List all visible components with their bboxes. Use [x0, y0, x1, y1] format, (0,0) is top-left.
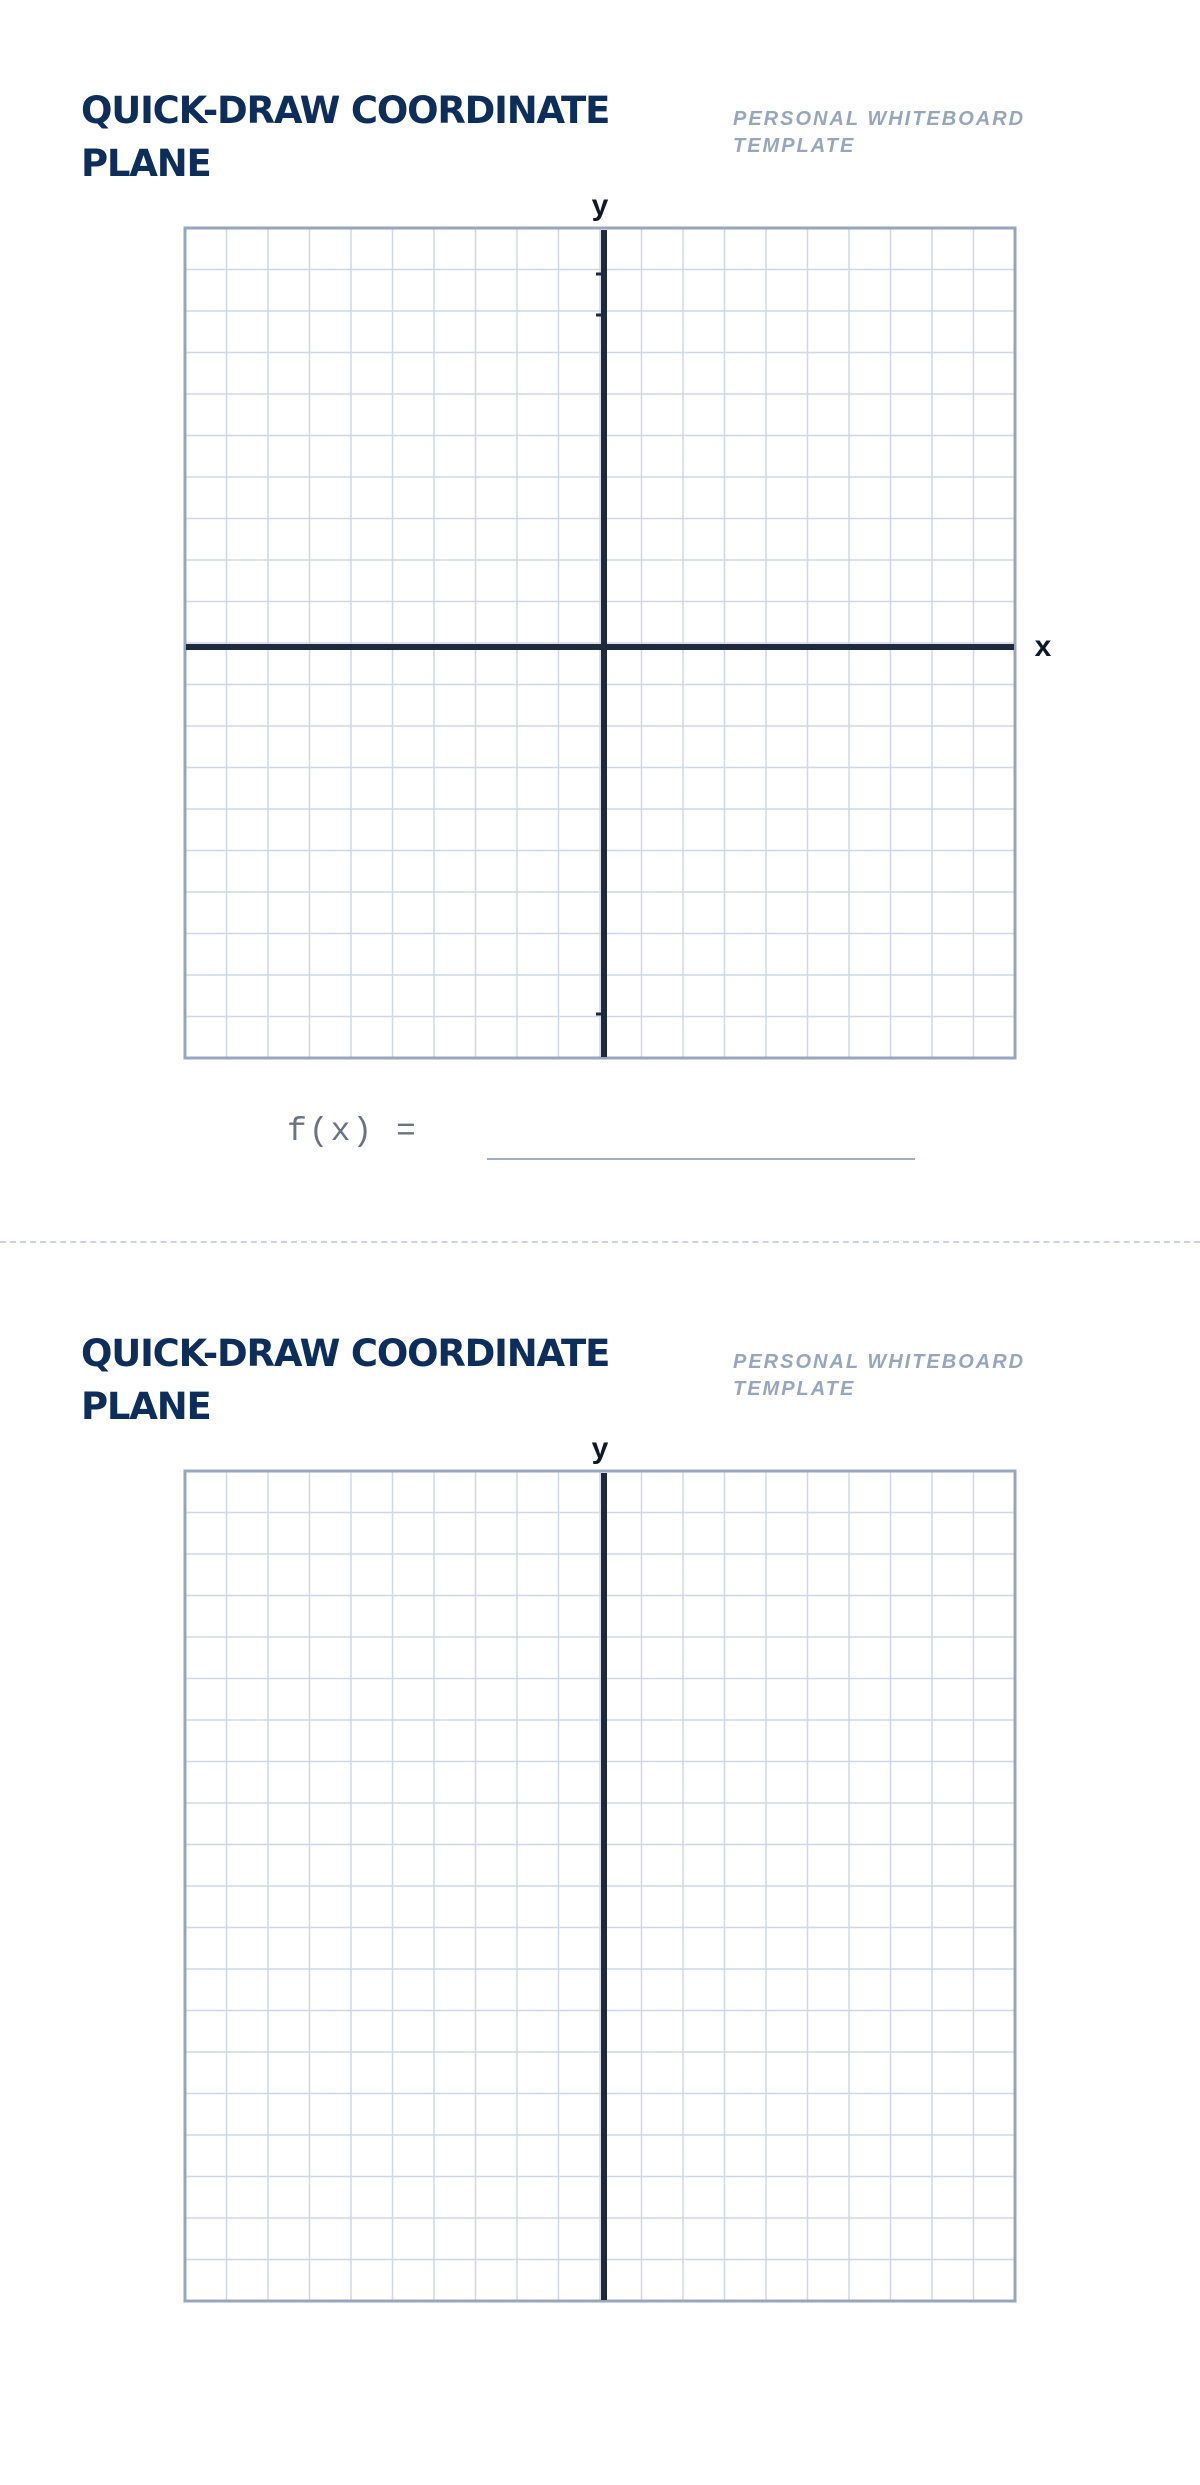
- template-sheet-2: [0, 1243, 1200, 2485]
- grid: [185, 1471, 1015, 2301]
- function-label: f(x) =: [287, 1113, 418, 1150]
- page-title: QUICK-DRAW COORDINATE PLANE: [81, 1332, 610, 1428]
- page-subtitle: PERSONAL WHITEBOARD TEMPLATE: [733, 108, 1026, 157]
- x-axis-label: x: [1034, 630, 1052, 663]
- coordinate-plane-svg[interactable]: [180, 1428, 1080, 1828]
- grid: [185, 228, 1015, 1058]
- coordinate-plane[interactable]: [180, 185, 1080, 1065]
- function-answer-line[interactable]: [487, 1158, 915, 1160]
- y-axis-label: y: [591, 189, 609, 222]
- coordinate-plane[interactable]: [180, 1428, 1080, 1828]
- coordinate-plane-svg[interactable]: [180, 185, 1080, 1065]
- page-title: QUICK-DRAW COORDINATE PLANE: [81, 89, 610, 185]
- template-sheet-1: [0, 0, 1200, 1242]
- y-axis-label: y: [591, 1432, 609, 1465]
- page-subtitle: PERSONAL WHITEBOARD TEMPLATE: [733, 1351, 1026, 1400]
